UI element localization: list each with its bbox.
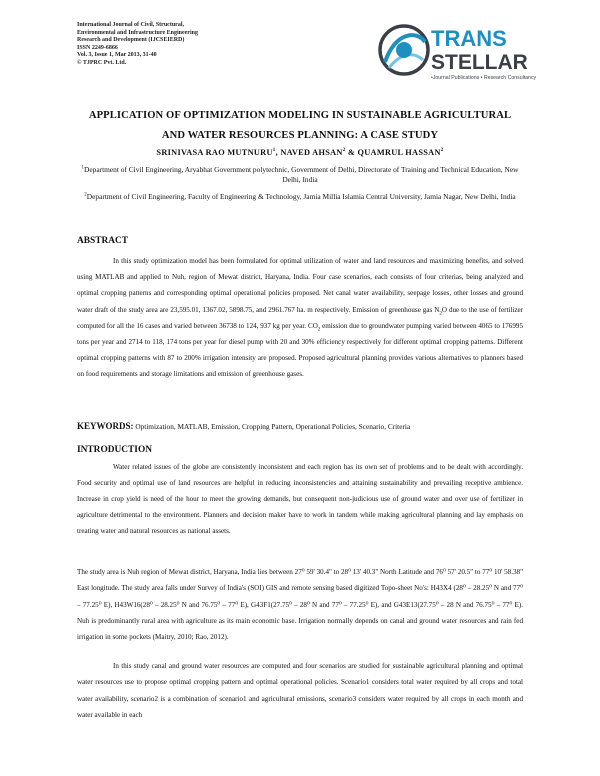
journal-copyright: © TJPRC Pvt. Ltd. [77,59,127,66]
author-list [60,148,540,157]
introduction-heading: INTRODUCTION [77,445,153,455]
paper-title [60,106,540,146]
author-2-affil: 2 [342,148,346,154]
introduction-paragraph-3: In this study canal and ground water resources are computed and four scenarios are studied for sustainable agricultural planning and optimal water resources use to propose optimal cropping pattern and optimal operational policies. Scenario1 considers total water required by all crops and total water availability, scenario2 is a combination of scenario1 and agricultural emissions, scenario3 considers water required by all crops in each month and water available in each [77,662,523,719]
author-3-affil: 2 [440,148,444,154]
author-2: NAVED AHSAN [280,148,343,157]
journal-volume: Vol. 3, Issue 1, Mar 2013, 31-40 [77,52,157,59]
author-1: SRINIVASA RAO MUTNURU [156,148,273,157]
journal-name-line3: Research and Development (IJCSEIERD) [77,37,185,44]
keywords-list: Optimization, MATLAB, Emission, Cropping Pattern, Operational Policies, Scenario, Criteria [133,422,411,431]
journal-name-line2: Environmental and Infrastructure Engineering [77,29,198,36]
author-1-affil: 1 [272,148,276,154]
title-line1: APPLICATION OF OPTIMIZATION MODELING IN SUSTAINABLE AGRICULTURAL [88,110,512,121]
keywords-label: KEYWORDS: [77,421,134,431]
abstract-text-part3: emission due to groundwater pumping varied between 4065 to 176995 tons per year and 2714 to 118, 174 tons per year for diesel pump with 20 and 30% efficiency respectively for different optimal cropping patterns. Different optimal cropping patterns with 87 to 200% irrigation intensity are proposed. Proposed agricultural planning provides various alternatives to planners based on food requirements and storage limitations and emission of greenhouse gases. [77,321,523,379]
keywords [77,421,523,431]
title-line2: AND WATER RESOURCES PLANNING: A CASE STUDY [161,130,439,141]
author-3: QUAMRUL HASSAN [357,148,441,157]
abstract-text-part1: In this study optimization model has been formulated for optimal utilization of water and land resources and maximizing benefits, and solved using MATLAB and applied to Nuh, region of Mewat district, Haryana, India. Four case scenarios, each consists of four criterias, being analyzed and optimal cropping patterns and corresponding optimal operational policies proposed. Net canal water availability, seepage losses, other losses and ground water draft of the study area are 23,595.01, 1367.02, 5898.75, and 2961.767 ha. m respectively. Emission of greenhouse gas N [77,257,523,314]
n2o-subscript: 2 [439,311,442,317]
journal-issn: ISSN 2249-6866 [77,44,118,51]
abstract-text-part2: O due to the use of fertilizer computed for all the 16 cases and varied between 36738 to 124, 937 kg per year. CO [77,305,523,330]
affiliation-1 [80,165,520,185]
logo-swirl-icon [380,26,428,74]
abstract-heading: ABSTRACT [77,236,129,246]
journal-name-line1: International Journal of Civil, Structural, [77,22,185,28]
transstellar-logo [375,22,537,84]
abstract-text [77,253,523,383]
introduction-paragraph-2: The study area is Nuh region of Mewat district, Haryana, India lies between 27⁰ 59' 30.4" to 28⁰ 13' 40.3" North Latitude and 76⁰ 57' 20.5" to 77⁰ 10' 58.38" East longitude. The study area falls under Survey of India's (SOI) GIS and remote sensing based digitized Topo-sheet No's: H43X4 (28⁰ – 28.25⁰ N and 77⁰ – 77.25⁰ E), H43W16(28⁰ – 28.25⁰ N and 76.75⁰ – 77⁰ E), G43F1(27.75⁰ – 28⁰ N and 77⁰ – 77.25⁰ E), and G43E13(27.75⁰ – 28 N and 76.75⁰ – 77⁰ E). Nuh is predominantly rural area with agriculture as its main economic base. Irrigation normally depends on canal and ground water resources and rain fed irrigation in some pockets (Maitry, 2010; Rao, 2012). [77,568,523,642]
co2-subscript: 2 [317,327,321,333]
affiliation-2-marker: 2 [84,192,87,198]
affiliation-1-marker: 1 [81,165,85,171]
logo-tagline: •Journal Publications • Research Consultancy [431,75,537,81]
journal-info [77,22,317,68]
introduction-paragraph-1: Water related issues of the globe are consistently inconsistent and each region has its own set of problems and to be dealt with accordingly. Food security and optimal use of land resources are helpful in reducing inconsistencies and attaining sustainability and prevailing receptive ambience. Increase in crop yield is need of the hour to meet the growing demands, but consequent non-judicious use of ground water and over use of fertilizer in agriculture detrimental to the environment. Planners and decision maker have to work in tandem while making agricultural planning and lay emphasis on treating water and natural resources as national assets. [77,463,523,536]
author-separator: , [275,148,281,157]
author-separator: & [345,148,358,157]
logo-trans-text: TRANS [431,26,507,51]
affiliation-2 [80,192,520,202]
logo-stellar-text: STELLAR [431,51,528,74]
affiliation-2-text: Department of Civil Engineering, Faculty of Engineering & Technology, Jamia Millia Islamia Central University, Jamia Nagar, New Delhi, India [86,192,516,201]
affiliation-1-text: Department of Civil Engineering, Aryabhat Government polytechnic, Government of Delhi, Directorate of Training and Technical Education, New Delhi, India [84,165,519,184]
